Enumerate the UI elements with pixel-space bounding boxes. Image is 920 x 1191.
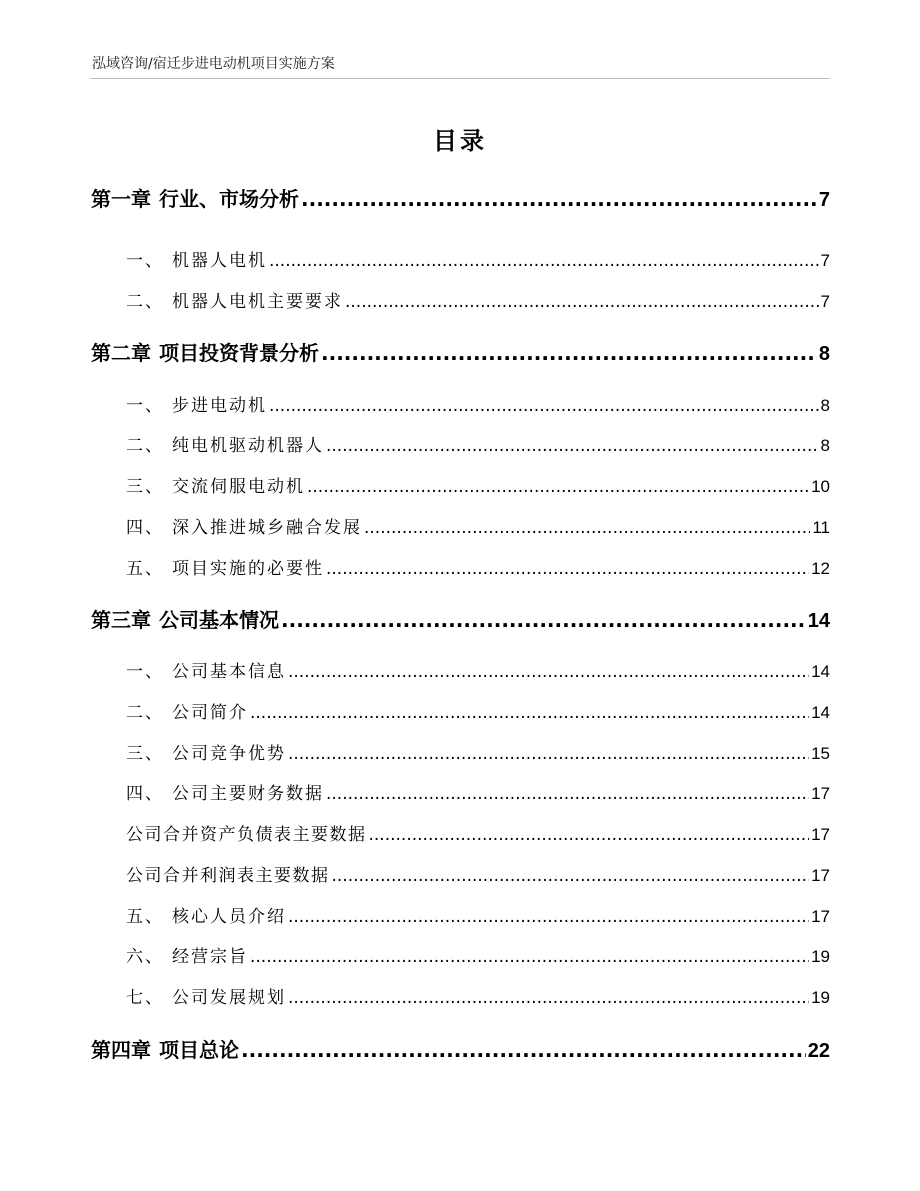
subsection-title: 公司合并资产负债表主要数据 bbox=[126, 825, 367, 845]
dot-leader bbox=[321, 341, 817, 365]
section-title: 公司简介 bbox=[172, 703, 248, 723]
dot-leader bbox=[326, 784, 809, 804]
dot-leader bbox=[281, 608, 806, 632]
toc-section-3-2[interactable] bbox=[126, 698, 830, 723]
section-number: 二、 bbox=[126, 436, 164, 456]
page-number: 19 bbox=[811, 988, 830, 1007]
header-divider bbox=[90, 78, 830, 79]
toc-section-2-1[interactable] bbox=[126, 391, 830, 416]
chapter-label: 第四章 bbox=[91, 1038, 151, 1062]
section-number: 一、 bbox=[126, 662, 164, 682]
section-title: 机器人电机主要要求 bbox=[172, 292, 343, 312]
page-number: 8 bbox=[820, 436, 830, 455]
toc-subsection-balance-sheet[interactable] bbox=[126, 820, 830, 845]
section-number: 一、 bbox=[126, 396, 164, 416]
toc-chapter-1[interactable] bbox=[91, 183, 830, 212]
dot-leader bbox=[288, 744, 809, 764]
section-title: 步进电动机 bbox=[172, 396, 267, 416]
section-title: 深入推进城乡融合发展 bbox=[172, 518, 362, 538]
section-number: 一、 bbox=[126, 251, 164, 271]
page-number: 17 bbox=[811, 784, 830, 803]
running-header: 泓域咨询/宿迁步进电动机项目实施方案 bbox=[92, 56, 335, 72]
page-number: 10 bbox=[811, 477, 830, 496]
chapter-title: 项目投资背景分析 bbox=[159, 341, 319, 365]
page-number: 22 bbox=[807, 1040, 830, 1062]
page-number: 11 bbox=[812, 518, 830, 537]
dot-leader bbox=[345, 292, 819, 312]
page-number: 19 bbox=[811, 947, 830, 966]
dot-leader bbox=[288, 907, 809, 927]
dot-leader bbox=[369, 825, 810, 845]
toc-section-2-3[interactable] bbox=[126, 472, 830, 497]
dot-leader bbox=[241, 1038, 806, 1062]
toc-section-2-4[interactable] bbox=[126, 513, 830, 538]
page-number: 7 bbox=[820, 251, 830, 270]
section-number: 三、 bbox=[126, 744, 164, 764]
section-number: 二、 bbox=[126, 292, 164, 312]
toc-chapter-3[interactable] bbox=[91, 604, 830, 633]
section-title: 项目实施的必要性 bbox=[172, 559, 324, 579]
section-title: 公司竞争优势 bbox=[172, 744, 286, 764]
toc-section-2-5[interactable] bbox=[126, 554, 830, 579]
toc-chapter-4[interactable] bbox=[91, 1034, 830, 1063]
toc-section-1-2[interactable] bbox=[126, 287, 830, 312]
page-number: 15 bbox=[811, 744, 830, 763]
dot-leader bbox=[288, 662, 809, 682]
chapter-label: 第二章 bbox=[91, 341, 151, 365]
dot-leader bbox=[364, 518, 810, 538]
dot-leader bbox=[326, 436, 819, 456]
page-number: 17 bbox=[811, 866, 830, 885]
toc-section-3-3[interactable] bbox=[126, 739, 830, 764]
dot-leader bbox=[269, 251, 819, 271]
page-number: 8 bbox=[818, 343, 830, 365]
section-title: 公司基本信息 bbox=[172, 662, 286, 682]
section-title: 核心人员介绍 bbox=[172, 907, 286, 927]
page-number: 12 bbox=[811, 559, 830, 578]
section-title: 交流伺服电动机 bbox=[172, 477, 305, 497]
toc-title: 目录 bbox=[433, 127, 487, 155]
page-number: 14 bbox=[811, 662, 830, 681]
section-title: 公司主要财务数据 bbox=[172, 784, 324, 804]
toc-section-3-5[interactable] bbox=[126, 902, 830, 927]
dot-leader bbox=[326, 559, 809, 579]
toc-section-3-1[interactable] bbox=[126, 657, 830, 682]
section-title: 经营宗旨 bbox=[172, 947, 248, 967]
dot-leader bbox=[269, 396, 819, 416]
toc-section-1-1[interactable] bbox=[126, 246, 830, 271]
toc-section-3-6[interactable] bbox=[126, 942, 830, 967]
section-number: 五、 bbox=[126, 907, 164, 927]
section-number: 四、 bbox=[126, 784, 164, 804]
chapter-title: 行业、市场分析 bbox=[159, 187, 299, 211]
toc-section-2-2[interactable] bbox=[126, 431, 830, 456]
section-number: 四、 bbox=[126, 518, 164, 538]
toc-section-3-4[interactable] bbox=[126, 779, 830, 804]
dot-leader bbox=[301, 187, 817, 211]
page-number: 7 bbox=[818, 189, 830, 211]
dot-leader bbox=[250, 947, 809, 967]
dot-leader bbox=[288, 988, 809, 1008]
page-number: 14 bbox=[807, 610, 830, 632]
section-number: 三、 bbox=[126, 477, 164, 497]
toc-section-3-7[interactable] bbox=[126, 983, 830, 1008]
section-number: 七、 bbox=[126, 988, 164, 1008]
chapter-label: 第三章 bbox=[91, 608, 151, 632]
dot-leader bbox=[307, 477, 809, 497]
page-number: 14 bbox=[811, 703, 830, 722]
page-number: 17 bbox=[811, 907, 830, 926]
page-number: 7 bbox=[820, 292, 830, 311]
section-number: 五、 bbox=[126, 559, 164, 579]
toc-chapter-2[interactable] bbox=[91, 337, 830, 366]
subsection-title: 公司合并利润表主要数据 bbox=[126, 866, 330, 886]
chapter-title: 项目总论 bbox=[159, 1038, 239, 1062]
section-number: 二、 bbox=[126, 703, 164, 723]
page-number: 17 bbox=[811, 825, 830, 844]
chapter-label: 第一章 bbox=[91, 187, 151, 211]
toc-subsection-income-statement[interactable] bbox=[126, 861, 830, 886]
section-number: 六、 bbox=[126, 947, 164, 967]
page-number: 8 bbox=[820, 396, 830, 415]
section-title: 机器人电机 bbox=[172, 251, 267, 271]
chapter-title: 公司基本情况 bbox=[159, 608, 279, 632]
dot-leader bbox=[250, 703, 809, 723]
section-title: 纯电机驱动机器人 bbox=[172, 436, 324, 456]
section-title: 公司发展规划 bbox=[172, 988, 286, 1008]
dot-leader bbox=[332, 866, 810, 886]
